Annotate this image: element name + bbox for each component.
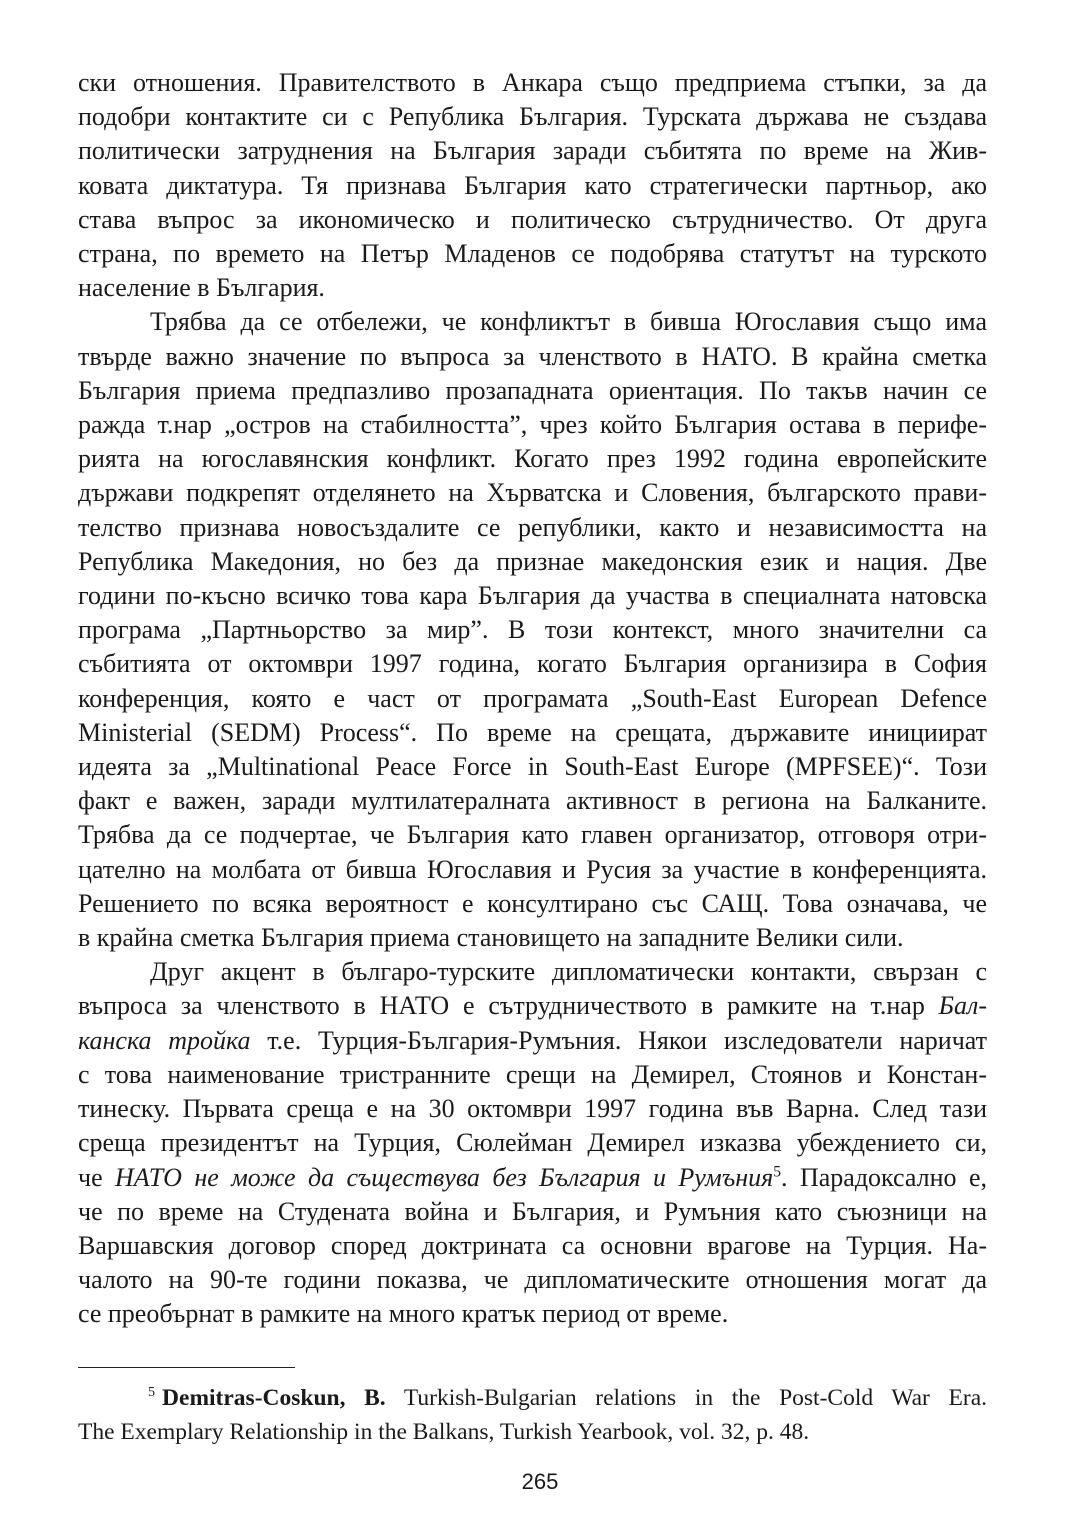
text-line: ковата диктатура. Тя признава България като стратегически партньор, ако [78, 170, 987, 200]
text-line: години по-късно всичко това кара България да участва в специалната натовска [78, 581, 987, 611]
italic-emphasis: НАТО не може да съществува без България и Румъния [115, 1162, 774, 1192]
text-line: подобри контактите си с Република България. Турската държава не създава [78, 102, 987, 132]
text-line: Решението по всяка вероятност е консултирано със САЩ. Това означава, че [78, 888, 987, 918]
footnote [78, 1381, 987, 1449]
text-line: държави подкрепят отделянето на Хърватска и Словения, българското прави- [78, 478, 987, 508]
text-line: идеята за „Multinational Peace Force in South-East Europe (MPFSEE)“. Този [78, 752, 987, 782]
footnote-reference: 5 [773, 1162, 782, 1180]
text-line: се преобърнат в рамките на много кратък период от време. [78, 1299, 729, 1329]
text-line: ражда т.нар „остров на стабилността”, чрез който България остава в перифе- [78, 410, 987, 440]
text-line [78, 1024, 987, 1058]
text-line: събитията от октомври 1997 година, когато България организира в София [78, 649, 987, 679]
text-line: Ministerial (SEDM) Process“. По време на срещата, държавите инициират [78, 717, 987, 747]
italic-emphasis: Бал- [938, 991, 987, 1021]
text-line: Друг акцент в българо-турските дипломатически контакти, свързан с [150, 957, 987, 987]
footnote-line [78, 1381, 987, 1415]
footnote-author: Demitras-Coskun, B. [162, 1385, 386, 1411]
text-line: население в България. [78, 273, 325, 303]
text-line: среща президентът на Турция, Сюлейман Демирел изказва убеждението си, [78, 1128, 987, 1158]
footnote-title: Turkish-Bulgarian relations in the Post-Cold War Era. [385, 1385, 987, 1411]
text-line: в крайна сметка България приема становището на западните Велики сили. [78, 923, 904, 953]
text-line: Република Македония, но без да признае македонския език и нация. Две [78, 546, 987, 576]
text-line: политически затруднения на България заради събитята по време на Жив- [78, 136, 987, 166]
footnote-line: The Exemplary Relationship in the Balkans, Turkish Yearbook, vol. 32, p. 48. [78, 1419, 810, 1445]
text-line: телство признава новосъздалите се републики, както и независимостта на [78, 512, 987, 542]
text-line: България приема предпазливо прозападната ориентация. По такъв начин се [78, 375, 987, 405]
text-line: че по време на Студената война и България, и Румъния като съюзници на [78, 1196, 987, 1226]
text-segment: т.е. Турция-България-Румъния. Някои изследователи наричат [250, 1025, 987, 1055]
text-segment: . Парадоксално е, [781, 1162, 987, 1192]
text-line: Трябва да се отбележи, че конфликтът в бивша Югославия също има [150, 307, 987, 337]
text-line [78, 1161, 987, 1195]
text-line: с това наименование тристранните срещи на Демирел, Стоянов и Констан- [78, 1059, 987, 1089]
text-line: програма „Партньорство за мир”. В този контекст, много значителни са [78, 615, 987, 645]
text-line: факт е важен, заради мултилатералната активност в региона на Балканите. [78, 786, 987, 816]
footnote-separator [78, 1367, 295, 1368]
paragraph [78, 305, 987, 955]
paragraph [78, 955, 987, 1331]
text-line [78, 989, 987, 1023]
italic-emphasis: канска тройка [78, 1025, 251, 1055]
text-segment: въпроса за членството в НАТО е сътрудничеството в рамките на т.нар [78, 991, 939, 1021]
text-line: конференция, която е част от програмата „South-East European Defence [78, 683, 987, 713]
text-line: Варшавския договор според доктрината са основни врагове на Турция. На- [78, 1230, 987, 1260]
text-line: тинеску. Първата среща е на 30 октомври 1997 година във Варна. След тази [78, 1094, 987, 1124]
text-segment: че [78, 1162, 116, 1192]
text-line: става въпрос за икономическо и политическо сътрудничество. От друга [78, 204, 987, 234]
text-line: цателно на молбата от бивша Югославия и Русия за участие в конференцията. [78, 854, 987, 884]
footnote-marker: 5 [148, 1384, 156, 1401]
text-line: Трябва да се подчертае, че България като главен организатор, отговоря отри- [78, 820, 987, 850]
paragraph [78, 66, 987, 305]
text-line: твърде важно значение по въпроса за членството в НАТО. В крайна сметка [78, 341, 987, 371]
body-text [78, 66, 987, 1332]
text-line: ски отношения. Правителството в Анкара също предприема стъпки, за да [78, 68, 987, 97]
page-number: 265 [521, 1469, 559, 1494]
text-line: чалото на 90-те години показва, че дипломатическите отношения могат да [78, 1265, 987, 1295]
text-line: страна, по времето на Петър Младенов се подобрява статутът на турското [78, 239, 987, 269]
text-line: рията на югославянския конфликт. Когато през 1992 година европейските [78, 444, 987, 474]
